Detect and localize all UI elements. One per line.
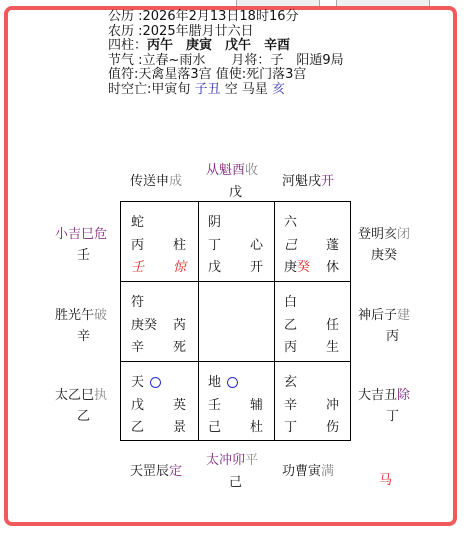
palace-stem-lower: 己	[208, 420, 222, 435]
kongwang-prefix: 时空亡:甲寅旬	[108, 81, 191, 97]
sizhu-line	[108, 39, 344, 54]
outer-left-mid: 胜光午破	[55, 308, 108, 323]
palace-god: 蛇	[131, 215, 145, 230]
palace-star: 任	[326, 318, 340, 333]
circle-marker-icon	[227, 377, 238, 388]
palace-stem: 戊	[131, 398, 145, 413]
palace-door: 开	[250, 260, 264, 275]
palace-star: 辅	[250, 398, 264, 413]
palace-door: 惊	[173, 260, 187, 275]
palace-god: 符	[131, 295, 145, 310]
palace-god: 白	[284, 295, 298, 310]
palace-stem-lower: 丙	[284, 340, 298, 355]
palace-god: 玄	[284, 375, 298, 390]
palace-stem: 己	[284, 238, 298, 253]
palace-star: 心	[250, 238, 264, 253]
outer-left-top-stem: 壬	[77, 248, 91, 263]
outer-left-bot: 太乙巳执	[55, 388, 108, 403]
palace-top-right	[274, 202, 351, 282]
palace-mid-left	[121, 282, 198, 362]
nine-palace-grid	[120, 201, 351, 441]
kongwang-hai: 亥	[272, 81, 286, 97]
kongwang-line	[108, 83, 344, 98]
outer-right-top-stem: 庚癸	[371, 248, 398, 263]
palace-stem: 庚癸	[131, 318, 158, 333]
palace-stem: 丁	[208, 238, 222, 253]
outer-right-bot: 大吉丑除	[358, 388, 411, 403]
palace-god: 地	[208, 371, 238, 390]
palace-stem: 辛	[284, 398, 298, 413]
kongwang-zi: 子丑	[194, 81, 221, 97]
palace-top-mid	[198, 202, 275, 282]
outer-top-mid-stem: 戊	[229, 185, 243, 200]
palace-bottom-mid	[198, 362, 275, 442]
palace-stem-lower: 丁	[284, 420, 298, 435]
palace-stem: 壬	[208, 398, 222, 413]
palace-stem-lower: 戊	[208, 260, 222, 275]
palace-stem: 乙	[284, 318, 298, 333]
palace-door: 生	[326, 340, 340, 355]
kongwang-mid: 空	[224, 81, 238, 97]
outer-bot-left: 天罡辰定	[130, 464, 183, 479]
outer-top-mid: 从魁酉收	[206, 163, 259, 178]
outer-right-mid-stem: 丙	[386, 329, 400, 344]
palace-top-left	[121, 202, 198, 282]
zhifu-line: 值符:天禽星落3宫 值使:死门落3宫	[108, 67, 307, 83]
palace-mid-right	[274, 282, 351, 362]
palace-door: 景	[173, 420, 187, 435]
palace-star: 冲	[326, 398, 340, 413]
outer-right-top: 登明亥闭	[358, 227, 411, 242]
palace-door: 死	[173, 340, 187, 355]
palace-door: 杜	[250, 420, 264, 435]
palace-god: 天	[131, 371, 161, 390]
palace-bottom-left	[121, 362, 198, 442]
palace-stem-lower: 辛	[131, 340, 145, 355]
palace-stem-lower: 乙	[131, 420, 145, 435]
outer-right-mid: 神后子建	[358, 308, 411, 323]
jieqi-line: 节气 :立春~雨水 月将：子 阳遁9局	[108, 52, 344, 68]
outer-top-left: 传送申成	[130, 174, 183, 189]
palace-center	[198, 282, 275, 362]
kongwang-ma: 马星	[241, 81, 268, 97]
palace-bottom-right	[274, 362, 351, 442]
outer-bot-mid: 太冲卯平	[206, 453, 259, 468]
palace-door: 休	[326, 260, 340, 275]
outer-left-mid-stem: 辛	[77, 329, 91, 344]
palace-star: 芮	[173, 318, 187, 333]
palace-star: 蓬	[326, 238, 340, 253]
palace-star: 英	[173, 398, 187, 413]
palace-stem-lower: 壬	[131, 260, 145, 275]
palace-stem-lower: 庚癸	[284, 260, 311, 275]
nongli-line: 农历 :2025年腊月廿六日	[108, 23, 254, 39]
sizhu-value: 丙午 庚寅 戊午 辛酉	[147, 38, 291, 54]
outer-bot-mid-stem: 己	[229, 475, 243, 490]
chart-header	[108, 10, 344, 98]
outer-left-bot-stem: 乙	[77, 409, 91, 424]
horse-marker: 马	[379, 473, 393, 488]
palace-door: 伤	[326, 420, 340, 435]
outer-top-right: 河魁戌开	[282, 174, 335, 189]
palace-star: 柱	[173, 238, 187, 253]
palace-god: 阴	[208, 215, 222, 230]
palace-god: 六	[284, 215, 298, 230]
outer-bot-right: 功曹寅满	[282, 464, 335, 479]
outer-right-bot-stem: 丁	[386, 409, 400, 424]
gongli-line: 公历 :2026年2月13日18时16分	[108, 9, 299, 24]
sizhu-label: 四柱：	[108, 38, 148, 54]
circle-marker-icon	[150, 377, 161, 388]
outer-left-top: 小吉巳危	[55, 227, 108, 242]
palace-stem: 丙	[131, 238, 145, 253]
